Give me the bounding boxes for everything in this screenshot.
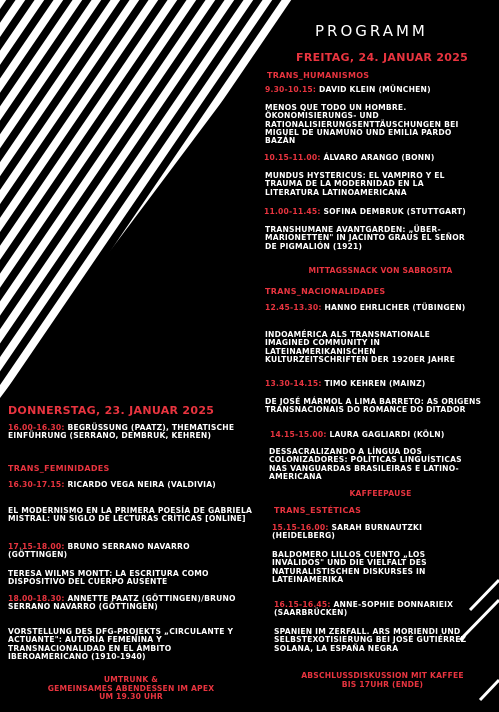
talk-title: DESSACRALIZANDO A LÍNGUA DOS COLONIZADORES: POLÍTICAS LINGUÍSTICAS NAS VANGUARDAS BRASILEIRAS E LATINO-AMERICANA [269, 447, 462, 482]
talk-time-speaker: 11.00-11.45: SOFINA DEMBRUK (STUTTGART) [264, 207, 466, 216]
section-trans-nacionalidades: TRANS_NACIONALIDADES [265, 287, 386, 296]
talk-title: BALDOMERO LILLOS CUENTO „LOS INVÁLIDOS" UND DIE VIELFALT DES NATURALISTISCHEN DISKURSES IN LATEINAMERIKA [272, 550, 427, 585]
talk-time-speaker: 14.15-15.00: LAURA GAGLIARDI (KÖLN) [270, 430, 445, 439]
lunch-break: MITTAGSSNACK VON SABROSITA [308, 266, 453, 275]
page-title: PROGRAMM [315, 22, 428, 40]
talk-title: SPANIEN IM ZERFALL. ARS MORIENDI UND SELBSTEXOTISIERUNG BEI JOSÉ GUTIÉRREZ SOLANA, LA ESPAÑA NEGRA [274, 627, 467, 653]
talk-title: INDOAMÉRICA ALS TRANSNATIONALE IMAGINED COMMUNITY IN LATEINAMERIKANISCHEN KULTURZEITSCHRIFTEN DER 1920ER JAHRE [265, 330, 456, 365]
thursday-date: DONNERSTAG, 23. JANUAR 2025 [8, 404, 215, 417]
talk-time-speaker: 16.30-17.15: RICARDO VEGA NEIRA (VALDIVIA) [8, 480, 216, 489]
talk-time-speaker: 17.15-18.00: BRUNO SERRANO NAVARRO (GÖTTINGEN) [8, 542, 190, 560]
talk-title: MUNDUS HYSTERICUS: EL VAMPIRO Y EL TRAUMA DE LA MODERNIDAD EN LA LITERATURA LATINOAMERICANA [265, 171, 445, 197]
talk-title: TERESA WILMS MONTT: LA ESCRITURA COMO DISPOSITIVO DEL CUERPO AUSENTE [8, 569, 209, 587]
section-trans-feminidades: TRANS_FEMINIDADES [8, 464, 110, 473]
friday-date: FREITAG, 24. JANUAR 2025 [296, 51, 469, 64]
section-trans-humanismos: TRANS_HUMANISMOS [267, 71, 370, 80]
talk-title: EL MODERNISMO EN LA PRIMERA POESÍA DE GABRIELA MISTRAL: UN SIGLO DE LECTURAS CRÍTICAS [ONLINE] [8, 506, 253, 524]
coffee-break: KAFFEEPAUSE [349, 489, 412, 498]
talk-title: TRANSHUMANE AVANTGARDEN: „ÜBER-MARIONETTEN" IN JACINTO GRAUS EL SEÑOR DE PIGMALIÓN (1921) [265, 225, 465, 251]
opening: 16.00-16.30: BEGRÜSSUNG (PAATZ), THEMATISCHE EINFÜHRUNG (SERRANO, DEMBRUK, KEHREN) [8, 423, 235, 441]
talk-title: MENOS QUE TODO UN HOMBRE. ÖKONOMISIERUNGS- UND RATIONALISIERUNGSENTTÄUSCHUNGEN BEI MIGUEL DE UNAMUNO UND EMILIA PARDO BAZÁN [265, 103, 459, 146]
talk-title: VORSTELLUNG DES DFG-PROJEKTS „CIRCULANTE Y ACTUANTE": AUTORÍA FEMENINA Y TRANSNACIONALIDAD EN EL ÁMBITO IBEROAMERICANO (1910-1940) [8, 627, 234, 662]
talk-time-speaker: 15.15-16.00: SARAH BURNAUTZKI (HEIDELBERG) [272, 523, 423, 541]
talk-title: DE JOSÉ MÁRMOL A LIMA BARRETO: AS ORIGENS TRANSNACIONAIS DO ROMANCE DO DITADOR [265, 397, 482, 415]
talk-time-speaker: 12.45-13.30: HANNO EHRLICHER (TÜBINGEN) [265, 303, 466, 312]
talk-time-speaker: 10.15-11.00: ÁLVARO ARANGO (BONN) [264, 153, 435, 162]
talk-time-speaker: 13.30-14.15: TIMO KEHREN (MAINZ) [265, 379, 426, 388]
evening-dinner: UMTRUNK & GEMEINSAMES ABENDESSEN IM APEX UM 19.30 UHR [47, 675, 215, 702]
closing-discussion: ABSCHLUSSDISKUSSION MIT KAFFEE BIS 17UHR (ENDE) [301, 671, 464, 689]
talk-time-speaker: 16.15-16.45: ANNE-SOPHIE DONNARIEIX (SAARBRÜCKEN) [274, 600, 454, 618]
section-trans-esteticas: TRANS_ESTÉTICAS [274, 506, 362, 515]
talk-time-speaker: 9.30-10.15: DAVID KLEIN (MÜNCHEN) [265, 85, 431, 94]
talk-time-speaker: 18.00-18.30: ANNETTE PAATZ (GÖTTINGEN)/BRUNO SERRANO NAVARRO (GÖTTINGEN) [8, 594, 236, 612]
